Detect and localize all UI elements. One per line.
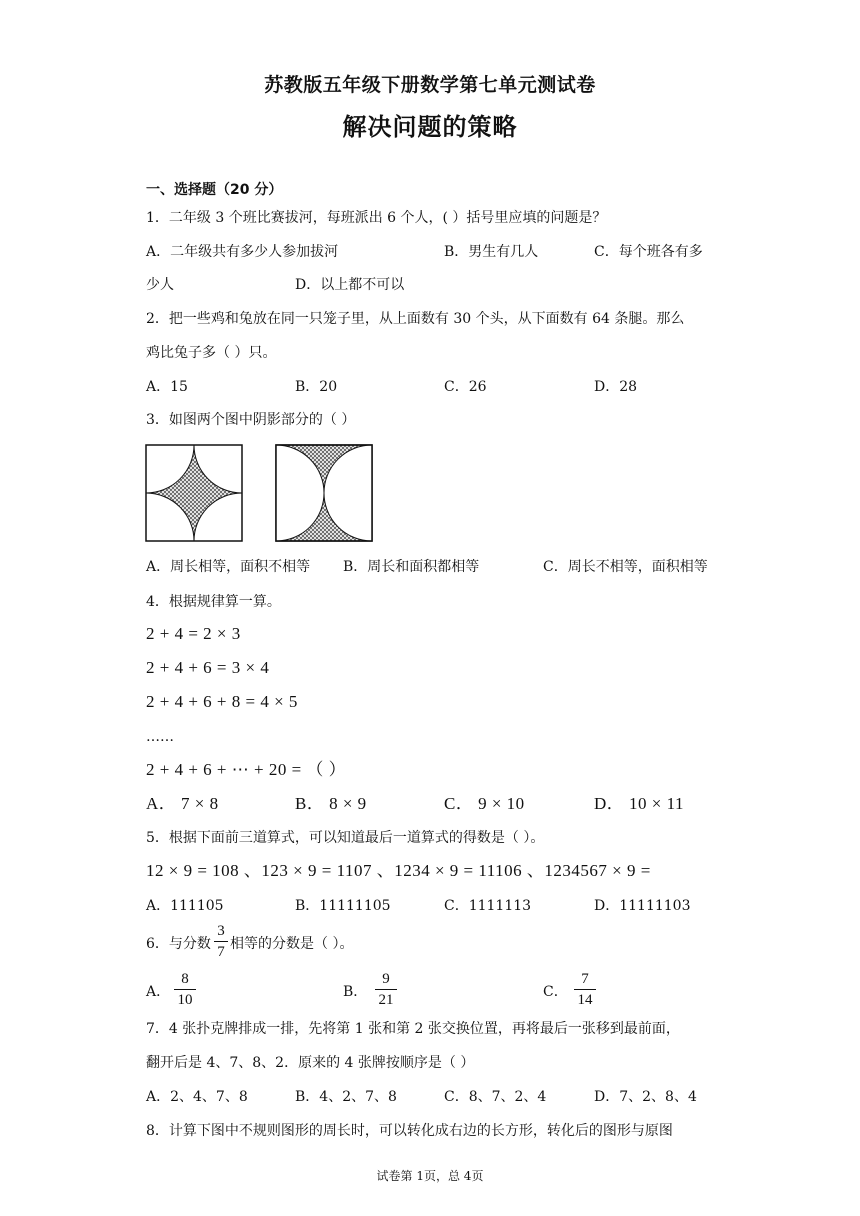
q6-stem-post: 相等的分数是（ ）。 bbox=[230, 936, 354, 952]
q7-option-a: A．2、4、7、8 bbox=[146, 1089, 248, 1105]
q2-stem-line1: 2．把一些鸡和兔放在同一只笼子里，从上面数有 30 个头，从下面数有 64 条腿。那么 bbox=[146, 311, 685, 327]
fraction-numerator: 7 bbox=[581, 971, 589, 987]
q4-equation-3: 2 + 4 + 6 + 8 = 4 × 5 bbox=[146, 692, 298, 711]
q2-stem-line2: 鸡比兔子多（ ）只。 bbox=[146, 345, 277, 361]
q1-option-c-cont: 少人 bbox=[146, 277, 174, 293]
q1-stem: 1．二年级 3 个班比赛拔河，每班派出 6 个人，( ）括号里应填的问题是？ bbox=[146, 210, 607, 226]
q6-option-c-fraction bbox=[574, 970, 596, 1009]
q8-stem-line1: 8．计算下图中不规则图形的周长时，可以转化成右边的长方形，转化后的图形与原图 bbox=[146, 1123, 673, 1139]
fraction-numerator: 8 bbox=[181, 971, 189, 987]
q5-option-d: D．11111103 bbox=[594, 898, 691, 914]
q6-stem-fraction bbox=[214, 922, 228, 961]
page-subtitle: 解决问题的策略 bbox=[342, 113, 518, 141]
fraction-denominator: 14 bbox=[577, 992, 593, 1008]
q4-ellipsis: …… bbox=[146, 729, 174, 745]
q3-figure-arcs bbox=[275, 444, 373, 542]
q5-stem: 5．根据下面前三道算式，可以知道最后一道算式的得数是（ ）。 bbox=[146, 830, 545, 846]
q1-option-c: C．每个班各有多 bbox=[594, 244, 703, 260]
fraction-denominator: 10 bbox=[177, 992, 193, 1008]
page-footer: 试卷第 1页，总 4页 bbox=[376, 1169, 484, 1183]
section-heading: 一、选择题（20 分） bbox=[146, 182, 283, 198]
q6-option-a-fraction bbox=[174, 970, 196, 1009]
q6-stem-pre: 6．与分数 bbox=[146, 936, 211, 952]
q7-stem-line2: 翻开后是 4、7、8、2．原来的 4 张牌按顺序是（ ） bbox=[146, 1055, 475, 1071]
q5-option-c: C．1111113 bbox=[444, 898, 532, 914]
q5-equations: 12 × 9 = 108 、123 × 9 = 1107 、1234 × 9 = 11106 、1234567 × 9 = bbox=[146, 861, 651, 880]
q7-option-c: C．8、7、2、4 bbox=[444, 1089, 547, 1105]
q1-option-d: D．以上都不可以 bbox=[295, 277, 405, 293]
q2-option-d: D．28 bbox=[594, 379, 638, 395]
q1-option-b: B．男生有几人 bbox=[444, 244, 539, 260]
q4-option-a: A． 7 × 8 bbox=[146, 794, 219, 813]
fraction-numerator: 9 bbox=[382, 971, 390, 987]
q6-option-b-label: B． bbox=[343, 984, 368, 1000]
q3-option-b: B．周长和面积都相等 bbox=[343, 559, 480, 575]
q4-equation-1: 2 + 4 = 2 × 3 bbox=[146, 624, 241, 643]
q7-option-d: D．7、2、8、4 bbox=[594, 1089, 697, 1105]
fraction-denominator: 21 bbox=[378, 992, 394, 1008]
q2-option-b: B．20 bbox=[295, 379, 338, 395]
q6-option-a-label: A． bbox=[146, 984, 171, 1000]
q4-option-c: C． 9 × 10 bbox=[444, 794, 525, 813]
fraction-numerator: 3 bbox=[217, 923, 225, 939]
fraction-denominator: 7 bbox=[217, 944, 225, 960]
q3-option-c: C．周长不相等，面积相等 bbox=[543, 559, 708, 575]
q4-equation-2: 2 + 4 + 6 = 3 × 4 bbox=[146, 658, 270, 677]
q4-equation-4: 2 + 4 + 6 + ⋯ + 20 = （ ） bbox=[146, 760, 347, 779]
page-title: 苏教版五年级下册数学第七单元测试卷 bbox=[264, 74, 596, 96]
q4-stem: 4．根据规律算一算。 bbox=[146, 594, 281, 610]
q4-option-b: B． 8 × 9 bbox=[295, 794, 367, 813]
q3-stem: 3．如图两个图中阴影部分的（ ） bbox=[146, 412, 356, 428]
q6-option-b-fraction bbox=[375, 970, 397, 1009]
q6-option-c-label: C． bbox=[543, 984, 568, 1000]
q2-option-c: C．26 bbox=[444, 379, 487, 395]
q4-option-d: D． 10 × 11 bbox=[594, 794, 684, 813]
q3-option-a: A．周长相等，面积不相等 bbox=[146, 559, 311, 575]
q3-figure-star bbox=[145, 444, 243, 542]
q2-option-a: A．15 bbox=[146, 379, 188, 395]
q5-option-a: A．111105 bbox=[146, 898, 224, 914]
q7-option-b: B．4、2、7、8 bbox=[295, 1089, 397, 1105]
q7-stem-line1: 7．4 张扑克牌排成一排，先将第 1 张和第 2 张交换位置，再将最后一张移到最前面， bbox=[146, 1021, 680, 1037]
q5-option-b: B．11111105 bbox=[295, 898, 391, 914]
q1-option-a: A．二年级共有多少人参加拔河 bbox=[146, 244, 339, 260]
